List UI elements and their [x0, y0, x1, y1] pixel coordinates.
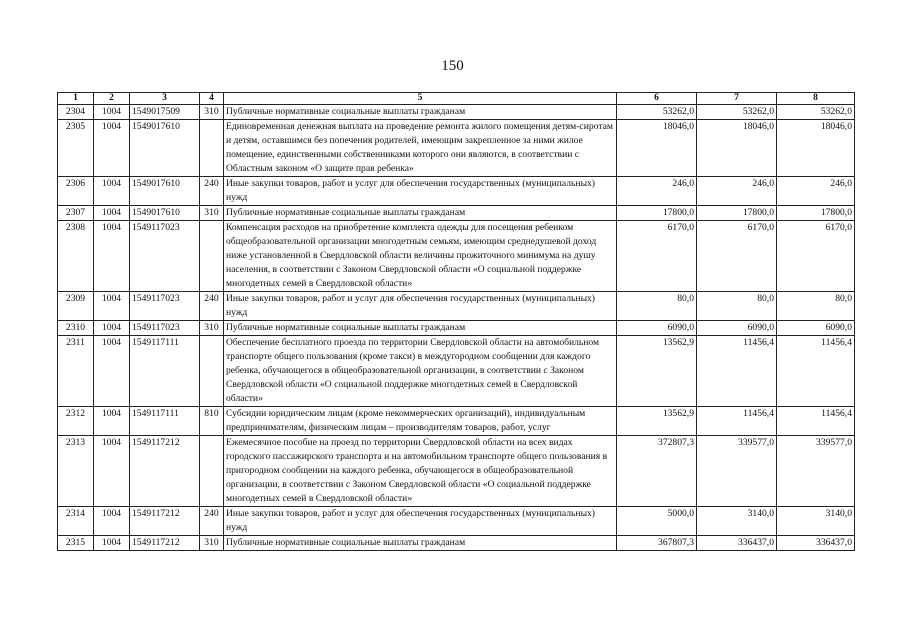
target-article-cell: 1549117212 — [130, 536, 200, 551]
row-number-cell: 2305 — [58, 120, 94, 177]
amount-cell: 18046,0 — [617, 120, 697, 177]
row-number-cell: 2306 — [58, 177, 94, 206]
budget-table — [57, 92, 855, 551]
amount-cell: 6090,0 — [697, 321, 777, 336]
section-code-cell: 1004 — [94, 221, 130, 292]
target-article-cell: 1549017509 — [130, 105, 200, 120]
expense-type-cell: 240 — [200, 292, 224, 321]
expense-type-cell — [200, 120, 224, 177]
section-code-cell: 1004 — [94, 292, 130, 321]
target-article-cell: 1549017610 — [130, 206, 200, 221]
section-code-cell: 1004 — [94, 407, 130, 436]
section-code-cell: 1004 — [94, 120, 130, 177]
expense-type-cell: 240 — [200, 507, 224, 536]
column-header: 6 — [617, 93, 697, 105]
expense-type-cell: 810 — [200, 407, 224, 436]
row-number-cell: 2311 — [58, 336, 94, 407]
page-number: 150 — [441, 58, 464, 74]
description-cell: Публичные нормативные социальные выплаты гражданам — [224, 105, 617, 120]
amount-cell: 18046,0 — [697, 120, 777, 177]
row-number-cell: 2310 — [58, 321, 94, 336]
amount-cell: 6170,0 — [777, 221, 855, 292]
amount-cell: 13562,9 — [617, 336, 697, 407]
section-code-cell: 1004 — [94, 105, 130, 120]
column-header: 2 — [94, 93, 130, 105]
description-cell: Субсидии юридическим лицам (кроме некоммерческих организаций), индивидуальным предпринимателям, физическим лицам – производителям товаров, работ, услуг — [224, 407, 617, 436]
amount-cell: 6090,0 — [777, 321, 855, 336]
amount-cell: 6170,0 — [697, 221, 777, 292]
expense-type-cell: 310 — [200, 321, 224, 336]
amount-cell: 80,0 — [777, 292, 855, 321]
amount-cell: 53262,0 — [697, 105, 777, 120]
column-header: 7 — [697, 93, 777, 105]
row-number-cell: 2309 — [58, 292, 94, 321]
amount-cell: 80,0 — [697, 292, 777, 321]
row-number-cell: 2313 — [58, 436, 94, 507]
row-number-cell: 2312 — [58, 407, 94, 436]
column-header: 3 — [130, 93, 200, 105]
expense-type-cell: 240 — [200, 177, 224, 206]
row-number-cell: 2304 — [58, 105, 94, 120]
section-code-cell: 1004 — [94, 321, 130, 336]
description-cell: Иные закупки товаров, работ и услуг для обеспечения государственных (муниципальных) нужд — [224, 292, 617, 321]
expense-type-cell: 310 — [200, 206, 224, 221]
amount-cell: 246,0 — [777, 177, 855, 206]
amount-cell: 339577,0 — [777, 436, 855, 507]
row-number-cell: 2307 — [58, 206, 94, 221]
description-cell: Публичные нормативные социальные выплаты гражданам — [224, 536, 617, 551]
table-row — [58, 321, 855, 336]
table-row — [58, 507, 855, 536]
column-header: 4 — [200, 93, 224, 105]
amount-cell: 18046,0 — [777, 120, 855, 177]
amount-cell: 3140,0 — [777, 507, 855, 536]
amount-cell: 53262,0 — [777, 105, 855, 120]
table-row — [58, 221, 855, 292]
description-cell: Иные закупки товаров, работ и услуг для обеспечения государственных (муниципальных) нужд — [224, 177, 617, 206]
amount-cell: 11456,4 — [697, 407, 777, 436]
description-cell: Единовременная денежная выплата на проведение ремонта жилого помещения детям-сиротам и детям, оставшимся без попечения родителей, имеющим закрепленное за ними жилое помещение, единственными собственниками которого они являются, в соответствии с Областным законом «О защите прав ребенка» — [224, 120, 617, 177]
table-row — [58, 177, 855, 206]
amount-cell: 17800,0 — [777, 206, 855, 221]
expense-type-cell: 310 — [200, 536, 224, 551]
table-row — [58, 336, 855, 407]
table-row — [58, 292, 855, 321]
amount-cell: 11456,4 — [777, 407, 855, 436]
target-article-cell: 1549017610 — [130, 177, 200, 206]
target-article-cell: 1549117212 — [130, 436, 200, 507]
amount-cell: 53262,0 — [617, 105, 697, 120]
amount-cell: 6090,0 — [617, 321, 697, 336]
table-row — [58, 536, 855, 551]
table-body — [58, 105, 855, 551]
target-article-cell: 1549117023 — [130, 321, 200, 336]
description-cell: Иные закупки товаров, работ и услуг для обеспечения государственных (муниципальных) нужд — [224, 507, 617, 536]
amount-cell: 17800,0 — [697, 206, 777, 221]
expense-type-cell: 310 — [200, 105, 224, 120]
description-cell: Публичные нормативные социальные выплаты гражданам — [224, 206, 617, 221]
section-code-cell: 1004 — [94, 336, 130, 407]
expense-type-cell — [200, 221, 224, 292]
description-cell: Компенсация расходов на приобретение комплекта одежды для посещения ребенком общеобразовательной организации многодетным семьям, имеющим среднедушевой доход ниже установленной в Свердловской области величины прожиточного минимума на душу населения, в соответствии с Законом Свердловской области «О социальной поддержке многодетных семей в Свердловской области» — [224, 221, 617, 292]
expense-type-cell — [200, 436, 224, 507]
target-article-cell: 1549117023 — [130, 292, 200, 321]
amount-cell: 17800,0 — [617, 206, 697, 221]
row-number-cell: 2315 — [58, 536, 94, 551]
amount-cell: 336437,0 — [777, 536, 855, 551]
amount-cell: 5000,0 — [617, 507, 697, 536]
amount-cell: 367807,3 — [617, 536, 697, 551]
section-code-cell: 1004 — [94, 177, 130, 206]
column-header: 5 — [224, 93, 617, 105]
section-code-cell: 1004 — [94, 206, 130, 221]
column-header: 1 — [58, 93, 94, 105]
target-article-cell: 1549117212 — [130, 507, 200, 536]
amount-cell: 339577,0 — [697, 436, 777, 507]
row-number-cell: 2308 — [58, 221, 94, 292]
target-article-cell: 1549117111 — [130, 336, 200, 407]
table-row — [58, 120, 855, 177]
target-article-cell: 1549017610 — [130, 120, 200, 177]
table-row — [58, 206, 855, 221]
amount-cell: 3140,0 — [697, 507, 777, 536]
target-article-cell: 1549117023 — [130, 221, 200, 292]
amount-cell: 6170,0 — [617, 221, 697, 292]
amount-cell: 246,0 — [617, 177, 697, 206]
amount-cell: 246,0 — [697, 177, 777, 206]
amount-cell: 372807,3 — [617, 436, 697, 507]
amount-cell: 13562,9 — [617, 407, 697, 436]
table-row — [58, 105, 855, 120]
amount-cell: 11456,4 — [697, 336, 777, 407]
section-code-cell: 1004 — [94, 507, 130, 536]
table-row — [58, 407, 855, 436]
table-row — [58, 436, 855, 507]
section-code-cell: 1004 — [94, 436, 130, 507]
section-code-cell: 1004 — [94, 536, 130, 551]
target-article-cell: 1549117111 — [130, 407, 200, 436]
description-cell: Ежемесячное пособие на проезд по территории Свердловской области на всех видах городского пассажирского транспорта и на автомобильном транспорте общего пользования в пригородном сообщении на каждого ребенка, обучающегося в общеобразовательной организации, в соответствии с Законом Свердловской области «О социальной поддержке многодетных семей в Свердловской области» — [224, 436, 617, 507]
expense-type-cell — [200, 336, 224, 407]
column-header: 8 — [777, 93, 855, 105]
table-header-row — [58, 93, 855, 105]
amount-cell: 11456,4 — [777, 336, 855, 407]
row-number-cell: 2314 — [58, 507, 94, 536]
description-cell: Публичные нормативные социальные выплаты гражданам — [224, 321, 617, 336]
amount-cell: 80,0 — [617, 292, 697, 321]
amount-cell: 336437,0 — [697, 536, 777, 551]
description-cell: Обеспечение бесплатного проезда по территории Свердловской области на автомобильном транспорте общего пользования (кроме такси) в междугородном сообщении для каждого ребенка, обучающегося в общеобразовательной организации, в соответствии с Законом Свердловской области «О социальной поддержке многодетных семей в Свердловской области» — [224, 336, 617, 407]
